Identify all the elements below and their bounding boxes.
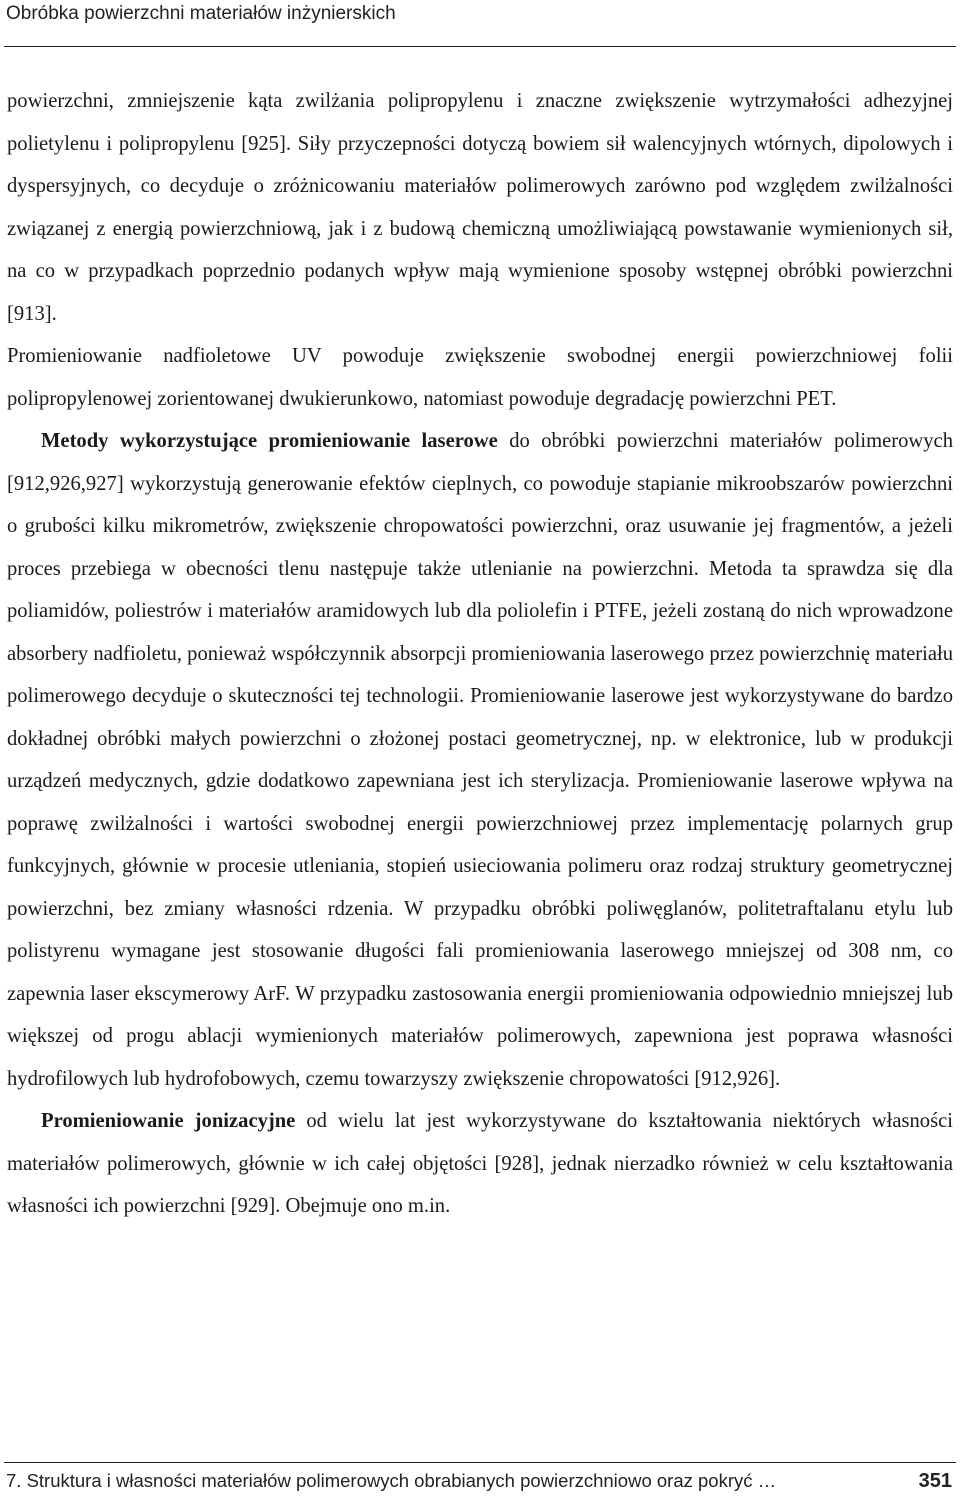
footer-divider — [4, 1462, 956, 1463]
paragraph-laser — [7, 420, 953, 1100]
paragraph-continued: powierzchni, zmniejszenie kąta zwilżania polipropylenu i znaczne zwiększenie wytrzymałości adhezyjnej polietylenu i polipropylenu [925]. Siły przyczepności dotyczą bowiem sił walencyjnych wtórnych, dipolowych i dyspersyjnych, co decyduje o zróżnicowaniu materiałów polimerowych zarówno pod względem zwilżalności związanej z energią powierzchniową, jak i z budową chemiczną umożliwiającą powstawanie wymienionych sił, na co w przypadkach poprzednio podanych wpływ mają wymienione sposoby wstępnej obróbki powierzchni [913]. — [7, 90, 953, 325]
page-footer — [6, 1466, 952, 1496]
footer-chapter-title: 7. Struktura i własności materiałów polimerowych obrabianych powierzchniowo oraz pokryć … — [6, 1470, 777, 1491]
paragraph-ionizing — [7, 1100, 953, 1228]
header-divider — [4, 46, 956, 47]
bold-term-ionizing: Promieniowanie jonizacyjne — [41, 1110, 296, 1132]
bold-term-laser: Metody wykorzystujące promieniowanie laserowe — [41, 430, 498, 452]
paragraph-laser-text: do obróbki powierzchni materiałów polimerowych [912,926,927] wykorzystują generowanie efektów cieplnych, co powoduje stapianie mikroobszarów powierzchni o grubości kilku mikrometrów, zwiększenie chropowatości powierzchni, oraz usuwanie jej fragmentów, a jeżeli proces przebiega w obecności tlenu następuje także utlenianie na powierzchni. Metoda ta sprawdza się dla poliamidów, poliestrów i materiałów aramidowych lub dla poliolefin i PTFE, jeżeli zostaną do nich wprowadzone absorbery nadfioletu, ponieważ współczynnik absorpcji promieniowania laserowego przez powierzchnię materiału polimerowego decyduje o skuteczności tej technologii. Promieniowanie laserowe jest wykorzystywane do bardzo dokładnej obróbki małych powierzchni o złożonej postaci geometrycznej, np. w elektronice, lub w produkcji urządzeń medycznych, gdzie dodatkowo zapewniana jest ich sterylizacja. Promieniowanie laserowe wpływa na poprawę zwilżalności i wartości swobodnej energii powierzchniowej przez implementację polarnych grup funkcyjnych, głównie w procesie utleniania, stopień usieciowania polimeru oraz rodzaj struktury geometrycznej powierzchni, bez zmiany własności rdzenia. W przypadku obróbki poliwęglanów, politetraftalanu etylu lub polistyrenu wymagane jest stosowanie długości fali promieniowania laserowego mniejszej od 308 nm, co zapewnia laser ekscymerowy ArF. W przypadku zastosowania energii promieniowania odpowiednio mniejszej lub większej od progu ablacji wymienionych materiałów polimerowych, zapewniona jest poprawa własności hydrofilowych lub hydrofobowych, czemu towarzyszy zwiększenie chropowatości [912,926]. — [7, 430, 953, 1090]
paragraph-ionizing-text: od wielu lat jest wykorzystywane do kształtowania niektórych własności materiałów polimerowych, głównie w ich całej objętości [928], jednak nierzadko również w celu kształtowania własności ich powierzchni [929]. Obejmuje ono m.in. — [7, 1110, 953, 1217]
running-header: Obróbka powierzchni materiałów inżynierskich — [6, 3, 396, 24]
paragraph-uv: Promieniowanie nadfioletowe UV powoduje zwiększenie swobodnej energii powierzchniowej folii polipropylenowej zorientowanej dwukierunkowo, natomiast powoduje degradację powierzchni PET. — [7, 345, 953, 410]
page-number: 351 — [918, 1470, 952, 1492]
page-body — [7, 80, 953, 1228]
